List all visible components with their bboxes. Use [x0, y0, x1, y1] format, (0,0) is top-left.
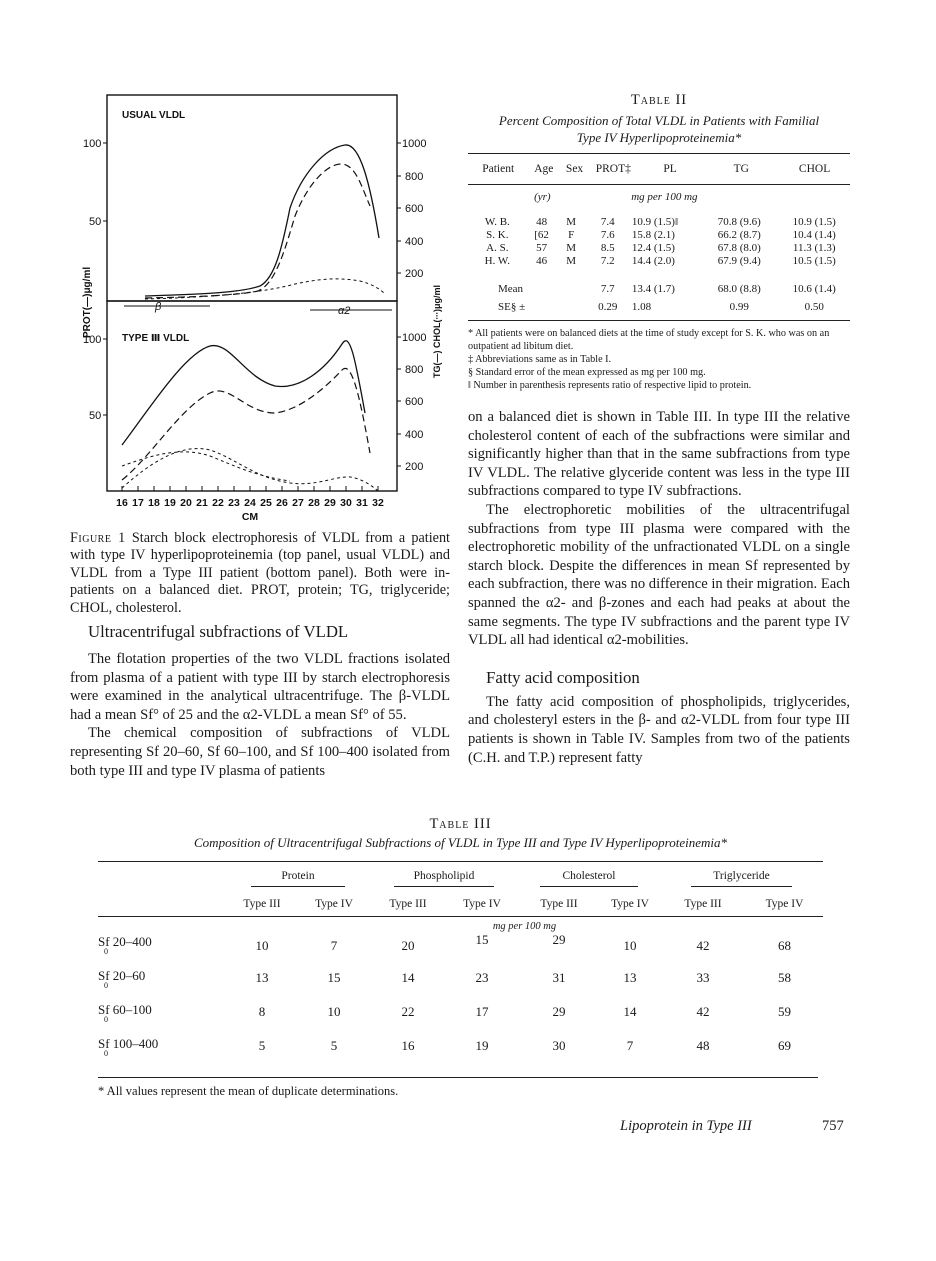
t3-cell: 30	[552, 1038, 566, 1053]
t3-cell: 14	[623, 1004, 637, 1019]
right-axis-label: TG(—) CHOL(∙∙∙)μg/ml	[432, 285, 442, 378]
t3-subhead: Type III	[540, 898, 578, 910]
top-panel-label: USUAL VLDL	[122, 110, 186, 121]
t3-cell: 20	[401, 938, 415, 953]
t3-cell: 29	[552, 932, 566, 947]
t3-group-label: Triglyceride	[691, 870, 791, 887]
figure-caption	[70, 530, 450, 617]
t3-cell: 58	[778, 970, 791, 985]
t2-cell: 10.6 (1.4)	[792, 283, 836, 295]
t3-cell: 48	[696, 1038, 710, 1053]
t2-mean-label: Mean	[498, 283, 524, 295]
t3-cell: 16	[401, 1038, 415, 1053]
paragraph: The chemical composition of subfractions of VLDL representing Sf 20–60, Sf 60–100, and Sf 100–400 isolated from both type III and type IV plasma of patients	[70, 725, 450, 779]
right-tick-top-200: 200	[405, 268, 424, 280]
paragraph: The electrophoretic mobilities of the ultracentrifugal subfractions from type III plasma were compared with the electrophoretic mobility of the unfractionated VLDL on a single starch block. Despite the differences in mean Sf represented by each subfraction, there was no difference in their migration. Each spanned the α2- and β-zones and each had peaks at about the same segments. The type IV subfractions and the parent type IV VLDL all had identical α2-mobilities.	[468, 501, 850, 649]
section-heading-ultracentrifugal: Ultracentrifugal subfractions of VLDL	[88, 622, 349, 641]
x-tick: 22	[212, 497, 224, 509]
t3-row	[98, 1034, 823, 1068]
t2-cell: 7.4	[600, 215, 615, 228]
t2-cell: 48	[536, 215, 548, 228]
table-3-bottom-rule	[98, 1077, 818, 1078]
t2-cell: H. W.	[484, 254, 510, 267]
t2-cell: 46	[536, 254, 548, 267]
paragraph: on a balanced diet is shown in Table III. In type III the relative cholesterol content of each of the subfractions were similar and significantly higher than that in the same subfractions from type IV VLDL. The relative glyceride content was less in the type III subfractions compared to type IV subfractions.	[468, 409, 850, 500]
t2-row	[468, 254, 850, 267]
t2-row	[468, 228, 850, 241]
t3-group-label: Cholesterol	[540, 870, 637, 887]
table-2-caption: Percent Composition of Total VLDL in Patients with Familial Type IV Hyperlipoproteinemia*	[498, 113, 820, 145]
t2-unit-age: (yr)	[534, 191, 551, 203]
bottom-prot-curve	[122, 368, 370, 480]
right-tick-bottom-1000: 1000	[402, 332, 427, 344]
t3-cell: 59	[778, 1004, 791, 1019]
t3-row	[98, 932, 823, 966]
section-heading-fatty-acid: Fatty acid composition	[486, 667, 640, 687]
t3-subhead: Type III	[389, 898, 427, 910]
t2-cell: F	[568, 228, 575, 241]
t2-cell: 13.4 (1.7)	[631, 283, 675, 295]
x-tick: 16	[116, 497, 128, 509]
t3-cell: 5	[258, 1038, 266, 1053]
t3-row-sub: 0	[104, 1049, 108, 1058]
t3-unit: mg per 100 mg	[492, 921, 557, 932]
x-tick: 29	[324, 497, 336, 509]
right-tick-bottom-800: 800	[405, 364, 424, 376]
table-3	[98, 861, 823, 1068]
right-tick-top-800: 800	[405, 171, 424, 183]
t3-row-label: Sf 60–100	[98, 1002, 152, 1017]
table-2-footnotes	[468, 327, 852, 392]
x-tick: 26	[276, 497, 288, 509]
table-3-title: Table III	[429, 816, 492, 832]
t3-cell: 68	[778, 938, 791, 953]
table-3-caption: Composition of Ultracentrifugal Subfractions of VLDL in Type III and Type IV Hyperlipoproteinemia*	[194, 835, 727, 850]
t3-row	[98, 966, 823, 1000]
figure-caption-head: Figure 1	[70, 530, 126, 546]
t3-row-sub: 0	[104, 1015, 108, 1024]
t2-cell: 0.29	[598, 301, 618, 313]
t3-row-label: Sf 20–60	[98, 968, 146, 983]
t3-cell: 42	[696, 938, 710, 953]
t3-cell: 8	[258, 1004, 266, 1019]
t3-cell: 7	[330, 938, 338, 953]
t3-group	[370, 862, 518, 892]
left-tick-top-50: 50	[89, 216, 102, 228]
t2-footnote: ‖ Number in parenthesis represents ratio of respective lipid to protein.	[468, 380, 752, 391]
right-tick-bottom-400: 400	[405, 429, 424, 441]
t3-group	[518, 862, 660, 892]
t2-cell: 10.5 (1.5)	[792, 254, 836, 267]
t3-cell: 13	[255, 970, 269, 985]
t3-cell: 15	[475, 932, 489, 947]
bottom-panel-label: TYPE Ⅲ VLDL	[122, 333, 190, 344]
t2-footnote: § Standard error of the mean expressed as mg per 100 mg.	[468, 367, 706, 378]
x-tick: 28	[308, 497, 320, 509]
t3-row-label: Sf 100–400	[98, 1036, 159, 1051]
t2-header: Age	[534, 163, 554, 175]
table-2	[468, 153, 850, 321]
t2-cell: 14.4 (2.0)	[631, 254, 675, 267]
left-column	[70, 622, 450, 780]
x-tick: 23	[228, 497, 240, 509]
t3-cell: 19	[475, 1038, 489, 1053]
figure-1	[70, 88, 470, 524]
x-tick: 24	[244, 497, 256, 509]
table-2-title: Table II	[630, 92, 688, 108]
right-tick-top-600: 600	[405, 203, 424, 215]
x-tick: 18	[148, 497, 160, 509]
t3-cell: 7	[626, 1038, 634, 1053]
t3-cell: 10	[255, 938, 269, 953]
x-tick: 21	[196, 497, 208, 509]
t3-cell: 13	[623, 970, 637, 985]
t2-header: PL	[663, 163, 677, 175]
x-tick: 30	[340, 497, 352, 509]
t3-subhead: Type IV	[765, 898, 804, 910]
t2-cell: 66.2 (8.7)	[717, 228, 761, 241]
t2-row	[468, 241, 850, 254]
t2-header: Patient	[482, 163, 515, 175]
t2-cell: 1.08	[631, 301, 652, 313]
right-tick-bottom-600: 600	[405, 396, 424, 408]
t3-group-label: Protein	[251, 870, 344, 887]
bottom-chol-curve	[122, 449, 380, 493]
right-tick-bottom-200: 200	[405, 461, 424, 473]
t2-cell: 67.8 (8.0)	[717, 241, 761, 254]
t2-header: Sex	[565, 163, 584, 175]
t2-cell: M	[566, 215, 577, 228]
electrophoresis-figure	[70, 88, 470, 524]
t2-cell: S. K.	[486, 228, 509, 241]
t2-header: TG	[733, 163, 749, 175]
beta-label: β	[155, 301, 162, 313]
t2-cell: M	[566, 254, 577, 267]
t2-se-row	[468, 298, 850, 316]
t3-group	[226, 862, 370, 892]
t2-cell: 7.6	[600, 228, 615, 241]
t3-subhead: Type III	[684, 898, 722, 910]
t3-row	[98, 1000, 823, 1034]
t2-header: CHOL	[798, 163, 831, 175]
left-axis-label: PROT(—)μg/ml	[82, 266, 93, 338]
top-tg-curve	[145, 145, 379, 296]
t2-cell: 57	[536, 241, 548, 254]
t2-cell: M	[566, 241, 577, 254]
x-tick: 19	[164, 497, 176, 509]
t2-cell: 0.99	[729, 301, 749, 313]
alpha2-label: α2	[338, 305, 351, 317]
t2-cell: 11.3 (1.3)	[792, 241, 836, 254]
t2-footnote: * All patients were on balanced diets at the time of study except for S. K. who was on an outpatient ad libitum diet.	[468, 328, 830, 352]
left-tick-top-100: 100	[83, 138, 102, 150]
t3-cell: 17	[475, 1004, 489, 1019]
t3-cell: 42	[696, 1004, 710, 1019]
t3-subhead: Type III	[243, 898, 281, 910]
running-title: Lipoprotein in Type III	[620, 1118, 752, 1134]
t3-cell: 10	[623, 938, 637, 953]
t2-cell: 10.4 (1.4)	[792, 228, 836, 241]
t3-footnote: * All values represent the mean of duplicate determinations.	[98, 1084, 399, 1098]
t3-group-label: Phospholipid	[394, 870, 495, 887]
t2-cell: 70.8 (9.6)	[717, 215, 761, 228]
t2-cell: 15.8 (2.1)	[631, 228, 675, 241]
x-tick: 20	[180, 497, 192, 509]
t3-cell: 33	[696, 970, 710, 985]
x-tick: 25	[260, 497, 272, 509]
t2-cell: 10.9 (1.5)	[792, 215, 836, 228]
t2-cell: 8.5	[600, 241, 615, 254]
x-tick: 32	[372, 497, 384, 509]
t3-cell: 29	[552, 1004, 566, 1019]
t3-cell: 23	[475, 970, 489, 985]
t3-subhead: Type IV	[611, 898, 649, 910]
x-tick: 17	[132, 497, 144, 509]
paragraph: The flotation properties of the two VLDL fractions isolated from plasma of a patient with type III by starch electrophoresis were examined in the analytical ultracentrifuge. The β-VLDL had a mean Sf° of 25 and the α2-VLDL a mean Sf° of 55.	[70, 651, 450, 723]
t3-group	[660, 862, 823, 892]
t3-row-sub: 0	[104, 981, 108, 990]
t3-row-label: Sf 20–400	[98, 934, 152, 949]
t2-cell: [62	[534, 228, 549, 241]
t3-subhead: Type IV	[315, 898, 353, 910]
t2-cell: W. B.	[484, 215, 510, 228]
t2-se-label: SE§ ±	[498, 301, 526, 313]
t3-row-sub: 0	[104, 947, 108, 956]
x-unit: CM	[241, 511, 259, 523]
t3-cell: 69	[778, 1038, 791, 1053]
t2-cell: 7.2	[600, 254, 615, 267]
t2-cell: 67.9 (9.4)	[717, 254, 761, 267]
t2-unit-pl: mg per 100 mg	[631, 191, 698, 203]
right-tick-top-400: 400	[405, 236, 424, 248]
t2-header: PROT‡	[595, 163, 631, 175]
figure-caption-text: Starch block electrophoresis of VLDL from a patient with type IV hyperlipoproteinemia (top panel, usual VLDL) and VLDL from a Type III patient (bottom panel). Both were in-patients on a balanced diet. PROT, protein; TG, triglyceride; CHOL, cholesterol.	[70, 530, 450, 616]
paragraph: The fatty acid composition of phospholipids, triglycerides, and cholesteryl esters in the β- and α2-VLDL from four type III patients is shown in Table IV. Samples from two of the patients (C.H. and T.P.) represent fatty	[468, 693, 850, 766]
t3-cell: 15	[327, 970, 341, 985]
right-tick-top-1000: 1000	[402, 138, 427, 150]
t2-row	[468, 215, 850, 228]
t3-subhead: Type IV	[463, 898, 501, 910]
t2-cell: 0.50	[804, 301, 824, 313]
t3-cell: 10	[327, 1004, 341, 1019]
left-tick-bottom-100: 100	[83, 334, 102, 346]
x-tick: 31	[356, 497, 368, 509]
t3-cell: 22	[401, 1004, 415, 1019]
bottom-tg-curve	[122, 341, 365, 445]
t2-cell: 10.9 (1.5)‖	[631, 215, 679, 228]
t2-cell: 68.0 (8.8)	[717, 283, 761, 295]
right-column	[468, 408, 850, 767]
top-prot-curve	[145, 164, 370, 298]
t2-cell: 12.4 (1.5)	[631, 241, 675, 254]
left-tick-bottom-50: 50	[89, 410, 102, 422]
t2-cell: A. S.	[486, 241, 509, 254]
t3-cell: 14	[401, 970, 415, 985]
t2-mean-row	[468, 280, 850, 298]
t3-cell: 31	[552, 970, 566, 985]
page-number: 757	[822, 1118, 844, 1134]
x-tick: 27	[292, 497, 304, 509]
t2-cell: 7.7	[600, 283, 615, 295]
t3-cell: 5	[330, 1038, 338, 1053]
t2-footnote: ‡ Abbreviations same as in Table I.	[468, 354, 612, 365]
